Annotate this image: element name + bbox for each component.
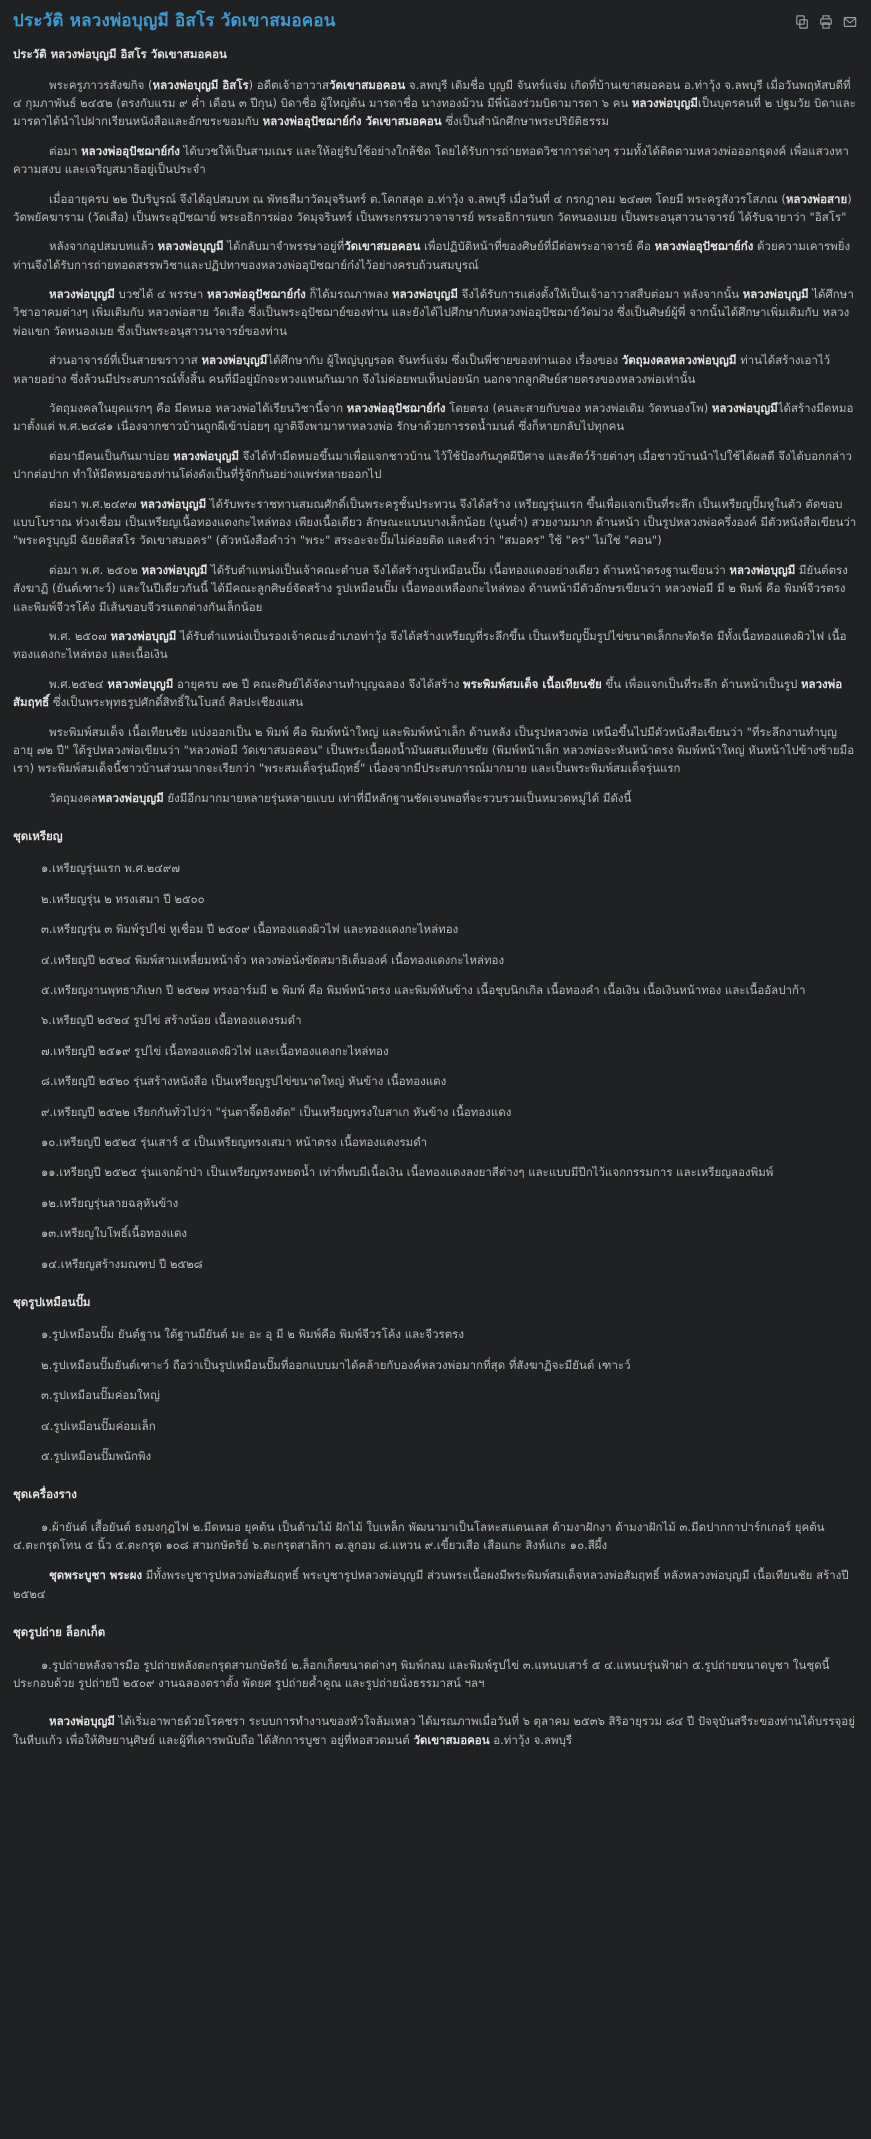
list-item: ๓.เหรียญรุ่น ๓ พิมพ์รูปไข่ หูเชื่อม ปี ๒๕๐๙ เนื้อทองแดงผิวไฟ และทองแดงกะไหล่ทอง — [41, 922, 459, 937]
paragraph-knife-fame: ต่อมามีคนเป็นกันมาบ่อย หลวงพ่อบุญมี จึงได้ทำมีดหมอขึ้นมาเพื่อแจกชาวบ้าน ไว้ใช้ป้องกันภูตผีปีศาจ และสัตว์ร้ายต่างๆ เมื่อชาวบ้านนำไปใช้ได้ผลดี จึงได้บอกกล่าวปากต่อปาก ทำให้มีดหมอของท่านโด่งดังเป็นที่รู้จักกันอย่างแพร่หลายออกไป — [13, 448, 852, 482]
paragraph-abbot: หลวงพ่อบุญมี บวชได้ ๔ พรรษา หลวงพ่ออุปัชฌาย์ก๋ง ก็ได้มรณภาพลง หลวงพ่อบุญมี จึงได้รับการแต่งตั้งให้เป็นเจ้าอาวาสสืบต่อมา หลังจากนั้น หลวงพ่อบุญมี ได้ศึกษาวิชาอาคมต่างๆ เพิ่มเติมกับ หลวงพ่อสาย วัดเสือ ซึ่งเป็นพระอุปัชฌาย์ของท่าน และยังได้ไปศึกษากับหลวงพ่ออุปัชฌาย์วัดม่วง ซึ่งเป็นศิษย์ผู้พี่ จากนั้นได้ศึกษาเพิ่มเติมกับ หลวงพ่อแขก วัดหนองเมย ซึ่งเป็นพระอนุสาวนาจารย์ของท่าน — [13, 287, 854, 338]
print-icon[interactable] — [819, 15, 833, 29]
list-item: ๑.ผ้ายันต์ เสื้อยันต์ ธงมงกุฎไฟ ๒.มีดหมอ ยุคต้น เป็นด้ามไม้ ฝักไม้ ใบเหล็ก พัฒนามาเป็นโลหะสแตนเลส ด้ามงาฝักงา ด้ามงาฝักไม้ ๓.มีดปากกาปาร์กเกอร์ ยุคต้น ๔.ตะกรุดโทน ๕ นิ้ว ๕.ตะกรุด ๑๐๘ สามกษัตริย์ ๖.ตะกรุดสาลิกา ๗.ลูกอม ๘.แหวน ๙.เขี้ยวเสือ เสือแกะ สิงห์แกะ ๑๐.สีผึ้ง — [13, 1519, 825, 1553]
list-item: ๒.เหรียญรุ่น ๒ ทรงเสมา ปี ๒๕๐๐ — [41, 891, 205, 906]
section-heading-talismans: ชุดเครื่องราง — [13, 1487, 77, 1502]
copy-icon[interactable] — [795, 15, 809, 29]
page-title: ประวัติ หลวงพ่อบุญมี อิสโร วัดเขาสมอคอน — [13, 11, 336, 31]
header-actions — [795, 15, 857, 29]
paragraph-knife-origin: วัตถุมงคลในยุคแรกๆ คือ มีดหมอ หลวงพ่อได้เรียนวิชานี้จาก หลวงพ่ออุปัชฌาย์ก๋ง โดยตรง (คนละสายกับของ หลวงพ่อเดิม วัดหนองโพ) หลวงพ่อบุญมีได้สร้างมีดหมอมาตั้งแต่ พ.ศ.๒๔๘๑ เนื่องจากชาวบ้านถูกผีเข้าบ่อยๆ ญาติจึงพามาหาหลวงพ่อ รักษาด้วยการรดน้ำมนต์ ซึ่งก็หายกลับไปทุกคน — [13, 401, 854, 434]
paragraph-birth: พระครูภาวรสังฆกิจ (หลวงพ่อบุญมี อิสโร) อดีตเจ้าอาวาสวัดเขาสมอคอน จ.ลพบุรี เดิมชื่อ บุญมี จันทร์แจ่ม เกิดที่บ้านเขาสมอคอน อ.ท่าวุ้ง จ.ลพบุรี เมื่อวันพฤหัสบดีที่ ๔ กุมภาพันธ์ ๒๔๕๒ (ตรงกับแรม ๙ ค่ำ เดือน ๓ ปีกุน) บิดาชื่อ ผู้ใหญ่ต้น มารดาชื่อ นางทองม้วน มีพี่น้องร่วมบิดามารดา ๖ คน หลวงพ่อบุญมีเป็นบุตรคนที่ ๒ ปฐมวัย บิดาและมารดาได้นำไปฝากเรียนหนังสือและอักขระขอมกับ หลวงพ่ออุปัชฌาย์ก๋ง วัดเขาสมอคอน ซึ่งเป็นสำนักศึกษาพระปริยัติธรรม — [13, 77, 856, 129]
section-heading-coins: ชุดเหรียญ — [13, 829, 63, 844]
section-heading-statues: ชุดรูปเหมือนปั๊ม — [13, 1294, 91, 1309]
paragraph-novice: ต่อมา หลวงพ่ออุปัชฌาย์ก๋ง ได้บวชให้เป็นสามเณร และให้อยู่รับใช้อย่างใกล้ชิด โดยได้รับการถ่ายทอดวิชาการต่างๆ รวมทั้งได้ติดตามหลวงพ่อออกธุดงค์ เพื่อแสวงหาความสงบ และเจริญสมาธิอยู่เป็นประจำ — [13, 143, 849, 177]
paragraph-somdej-2524: พ.ศ.๒๕๒๔ หลวงพ่อบุญมี อายุครบ ๗๒ ปี คณะศิษย์ได้จัดงานทำบุญฉลอง จึงได้สร้าง พระพิมพ์สมเด็จ เนื้อเทียนชัย ขึ้น เพื่อแจกเป็นที่ระลึก ด้านหน้าเป็นรูป หลวงพ่อสัมฤทธิ์ ซึ่งเป็นพระพุทธรูปศักดิ์สิทธิ์ในโบสถ์ ศิลปะเชียงแสน — [13, 676, 843, 710]
list-item: ๑๑.เหรียญปี ๒๕๒๕ รุ่นแจกผ้าป่า เป็นเหรียญทรงหยดน้ำ เท่าที่พบมีเนื้อเงิน เนื้อทองแดงลงยาสีต่างๆ และแบบมีปีกไว้แจกกรรมการ และเหรียญลองพิมพ์ — [41, 1165, 774, 1180]
paragraph-first-coin: ต่อมา พ.ศ.๒๔๙๗ หลวงพ่อบุญมี ได้รับพระราชทานสมณศักดิ์เป็นพระครูชั้นประทวน จึงได้สร้าง เหรียญรุ่นแรก ขึ้นเพื่อแจกเป็นที่ระลึก เป็นเหรียญปั๊มหูในตัว ตัดขอบแบบโบราณ ห่วงเชื่อม เป็นเหรียญเนื้อทองแดงกะไหล่ทอง เพียงเนื้อเดียว ลักษณะแบนบางเล็กน้อย (นูนต่ำ) สวยงามมาก ด้านหน้า เป็นรูปหลวงพ่อครึ่งองค์ มีตัวหนังสือเขียนว่า "พระครูบุญมี ฉัยยติสสโร วัดเขาสมอคร" (ตัวหนังสือคำว่า "พระ" สระอะจะปั๊มไม่ค่อยติด และคำว่า "สมอคร" ใช้ "คร" ไม่ใช่ "คอน") — [13, 496, 857, 548]
list-item: ๔.รูปเหมือนปั๊มค่อมเล็ก — [41, 1418, 156, 1433]
list-item: ๑.รูปเหมือนปั๊ม ยันต์ฐาน ใต้ฐานมียันต์ มะ อะ อุ มี ๒ พิมพ์คือ พิมพ์จีวรโค้ง และจีวรตรง — [41, 1327, 464, 1342]
list-item: ๑๔.เหรียญสร้างมณฑป ปี ๒๕๒๘ — [41, 1256, 203, 1271]
paragraph-coin-2507: พ.ศ. ๒๕๐๗ หลวงพ่อบุญมี ได้รับตำแหน่งเป็นรองเจ้าคณะอำเภอท่าวุ้ง จึงได้สร้างเหรียญที่ระลึกขึ้น เป็นเหรียญปั๊มรูปไข่ขนาดเล็กกะทัดรัด มีทั้งเนื้อทองแดงผิวไฟ เนื้อทองแดงกะไหล่ทอง และเนื้อเงิน — [13, 628, 847, 662]
article-body — [13, 45, 857, 1749]
paragraph-lay-teacher: ส่วนอาจารย์ที่เป็นสายฆราวาส หลวงพ่อบุญมีได้ศึกษากับ ผู้ใหญ่บุญรอด จันทร์แจ่ม ซึ่งเป็นพี่ชายของท่านเอง เรื่องของ วัตถุมงคลหลวงพ่อบุญมี ท่านได้สร้างเอาไว้หลายอย่าง ซึ่งล้วนมีประสบการณ์ทั้งสิ้น คนที่มีอยู่มักจะหวงแหนกันมาก จึงไม่ค่อยพบเห็นบ่อยนัก นอกจากลูกศิษย์สายตรงของหลวงพ่อเท่านั้น — [13, 353, 831, 386]
list-item: ๖.เหรียญปี ๒๕๒๔ รูปไข่ สร้างน้อย เนื้อทองแดงรมดำ — [41, 1013, 302, 1028]
list-item: ๑.เหรียญรุ่นแรก พ.ศ.๒๔๙๗ — [41, 861, 180, 876]
paragraph-amulet-summary: วัตถุมงคลหลวงพ่อบุญมี ยังมีอีกมากมายหลายรุ่นหลายแบบ เท่าที่มีหลักฐานชัดเจนพอที่จะรวบรวมเป็นหมวดหมู่ได้ มีดังนี้ — [49, 790, 632, 805]
header — [13, 8, 857, 35]
list-item: ๑๒.เหรียญรุ่นลายฉลุหันข้าง — [41, 1195, 179, 1210]
intro-heading: ประวัติ หลวงพ่อบุญมี อิสโร วัดเขาสมอคอน — [13, 47, 227, 62]
email-icon[interactable] — [843, 15, 857, 29]
list-item: ๕.รูปเหมือนปั๊มพนักพิง — [41, 1448, 152, 1463]
list-item: ๑๓.เหรียญใบโพธิ์เนื้อทองแดง — [41, 1226, 188, 1241]
paragraph-bucha-powder: ชุดพระบูชา พระผง มีทั้งพระบูชารูปหลวงพ่อสัมฤทธิ์ พระบูชารูปหลวงพ่อบุญมี ส่วนพระเนื้อผงมีพระพิมพ์สมเด็จหลวงพ่อสัมฤทธิ์ หลังหลวงพ่อบุญมี เนื้อเทียนชัย สร้างปี ๒๕๒๔ — [13, 1568, 849, 1601]
paragraph-death: หลวงพ่อบุญมี ได้เริ่มอาพาธด้วยโรคชรา ระบบการทำงานของหัวใจล้มเหลว ได้มรณภาพเมื่อวันที่ ๖ ตุลาคม ๒๕๓๖ สิริอายุรวม ๘๔ ปี ปัจจุบันสรีระของท่านได้บรรจุอยู่ในหีบแก้ว เพื่อให้ศิษยานุศิษย์ และผู้ที่เคารพนับถือ ได้สักการบูชา อยู่ที่หอสวดมนต์ วัดเขาสมอคอน อ.ท่าวุ้ง จ.ลพบุรี — [13, 1714, 855, 1747]
paragraph-return: หลังจากอุปสมบทแล้ว หลวงพ่อบุญมี ได้กลับมาจำพรรษาอยู่ที่วัดเขาสมอคอน เพื่อปฏิบัติหน้าที่ของศิษย์ที่มีต่อพระอาจารย์ คือ หลวงพ่ออุปัชฌาย์ก๋ง ด้วยความเคารพยิ่ง ท่านจึงได้รับการถ่ายทอดสรรพวิชาและปฏิปทาของหลวงพ่ออุปัชฌาย์ก๋งไว้อย่างครบถ้วนสมบูรณ์ — [13, 239, 851, 272]
list-item: ๗.เหรียญปี ๒๕๑๙ รูปไข่ เนื้อทองแดงผิวไฟ และเนื้อทองแดงกะไหล่ทอง — [41, 1043, 389, 1058]
list-item: ๑๐.เหรียญปี ๒๕๒๕ รุ่นเสาร์ ๕ เป็นเหรียญทรงเสมา หน้าตรง เนื้อทองแดงรมดำ — [41, 1134, 428, 1149]
list-item: ๒.รูปเหมือนปั๊มยันต์เฑาะว์ ถือว่าเป็นรูปเหมือนปั๊มที่ออกแบบมาได้คล้ายกับองค์หลวงพ่อมากที่สุด ที่สังฆาฏิจะมียันต์ เฑาะว์ — [41, 1357, 631, 1372]
section-heading-photos: ชุดรูปถ่าย ล็อกเก็ต — [13, 1625, 106, 1640]
list-item: ๔.เหรียญปี ๒๕๒๔ พิมพ์สามเหลี่ยมหน้าจั่ว หลวงพ่อนั่งขัดสมาธิเต็มองค์ เนื้อทองแดงกะไหล่ทอง — [41, 952, 505, 967]
paragraph-ordination: เมื่ออายุครบ ๒๒ ปีบริบูรณ์ จึงได้อุปสมบท ณ พัทธสีมาวัดมุจรินทร์ ต.โคกสลุด อ.ท่าวุ้ง จ.ลพบุรี เมื่อวันที่ ๔ กรกฎาคม ๒๔๗๓ โดยมี พระครูสังวรโสภณ (หลวงพ่อสาย) วัดพยัคฆาราม (วัดเสือ) เป็นพระอุปัชฌาย์ พระอธิการผ่อง วัดมุจรินทร์ เป็นพระกรรมวาจาจารย์ พระอธิการแขก วัดหนองเมย เป็นพระอนุสาวนาจารย์ ได้รับฉายาว่า "อิสโร" — [13, 191, 852, 224]
list-item: ๕.เหรียญงานพุทธาภิเษก ปี ๒๕๒๗ ทรงอาร์มมี ๒ พิมพ์ คือ พิมพ์หน้าตรง และพิมพ์หันข้าง เนื้อชุบนิกเกิล เนื้อทองคำ เนื้อเงิน เนื้อเงินหน้าทอง และเนื้ออัลปาก้า — [41, 983, 806, 998]
list-item: ๙.เหรียญปี ๒๕๒๒ เรียกกันทั่วไปว่า "รุ่นตาจี๊ดยิงตัด" เป็นเหรียญทรงใบสาเก หันข้าง เนื้อทองแดง — [41, 1104, 512, 1119]
list-item: ๓.รูปเหมือนปั๊มค่อมใหญ่ — [41, 1388, 160, 1403]
list-item: ๑.รูปถ่ายหลังจารมือ รูปถ่ายหลังตะกรุดสามกษัตริย์ ๒.ล็อกเก็ตขนาดต่างๆ พิมพ์กลม และพิมพ์รูปไข่ ๓.แหนบเสาร์ ๕ ๔.แหนบรุ่นฟ้าผ่า ๕.รูปถ่ายขนาดบูชา ในชุดนี้ประกอบด้วย รูปถ่ายปี ๒๕๐๙ งานฉลองตราตั้ง พัดยศ รูปถ่ายค้ำคูณ และรูปถ่ายนั่งธรรมาสน์ ฯลฯ — [13, 1657, 830, 1691]
list-item: ๘.เหรียญปี ๒๕๒๐ รุ่นสร้างหนังสือ เป็นเหรียญรูปไข่ขนาดใหญ่ หันข้าง เนื้อทองแดง — [41, 1074, 447, 1089]
paragraph-somdej-detail: พระพิมพ์สมเด็จ เนื้อเทียนชัย แบ่งออกเป็น ๒ พิมพ์ คือ พิมพ์หน้าใหญ่ และพิมพ์หน้าเล็ก ด้านหลัง เป็นรูปหลวงพ่อ เหนือขึ้นไปมีตัวหนังสือเขียนว่า "ที่ระลึกงานทำบุญอายุ ๗๒ ปี" ใต้รูปหลวงพ่อเขียนว่า "หลวงพ่อมี วัดเขาสมอคอน" เป็นพระเนื้อผงน้ำมันผสมเทียนชัย (พิมพ์หน้าเล็ก หลวงพ่อจะหันหน้าตรง พิมพ์หน้าใหญ่ หันหน้าไปข้างซ้ายมือเรา) พระพิมพ์สมเด็จนี้ชาวบ้านส่วนมากจะเรียกว่า "พระสมเด็จรุ่นมีฤทธิ์" เนื่องจากมีประสบการณ์มากมาย และเป็นพระพิมพ์สมเด็จรุ่นแรก — [13, 724, 855, 776]
paragraph-statue-2502: ต่อมา พ.ศ. ๒๕๐๒ หลวงพ่อบุญมี ได้รับตำแหน่งเป็นเจ้าคณะตำบล จึงได้สร้างรูปเหมือนปั๊ม เนื้อทองแดงอย่างเดียว ด้านหน้าตรงฐานเขียนว่า หลวงพ่อบุญมี มียันต์ตรงสังฆาฏิ (ยันต์เฑาะว์) และในปีเดียวกันนี้ ได้มีคณะลูกศิษย์จัดสร้าง รูปเหมือนปั๊ม เนื้อทองเหลืองกะไหล่ทอง ด้านหน้ามีตัวอักษรเขียนว่า หลวงพ่อมี มี ๒ พิมพ์ คือ พิมพ์จีวรตรง และพิมพ์จีวรโค้ง มีเส้นขอบจีวรแตกต่างกันเล็กน้อย — [13, 562, 848, 614]
